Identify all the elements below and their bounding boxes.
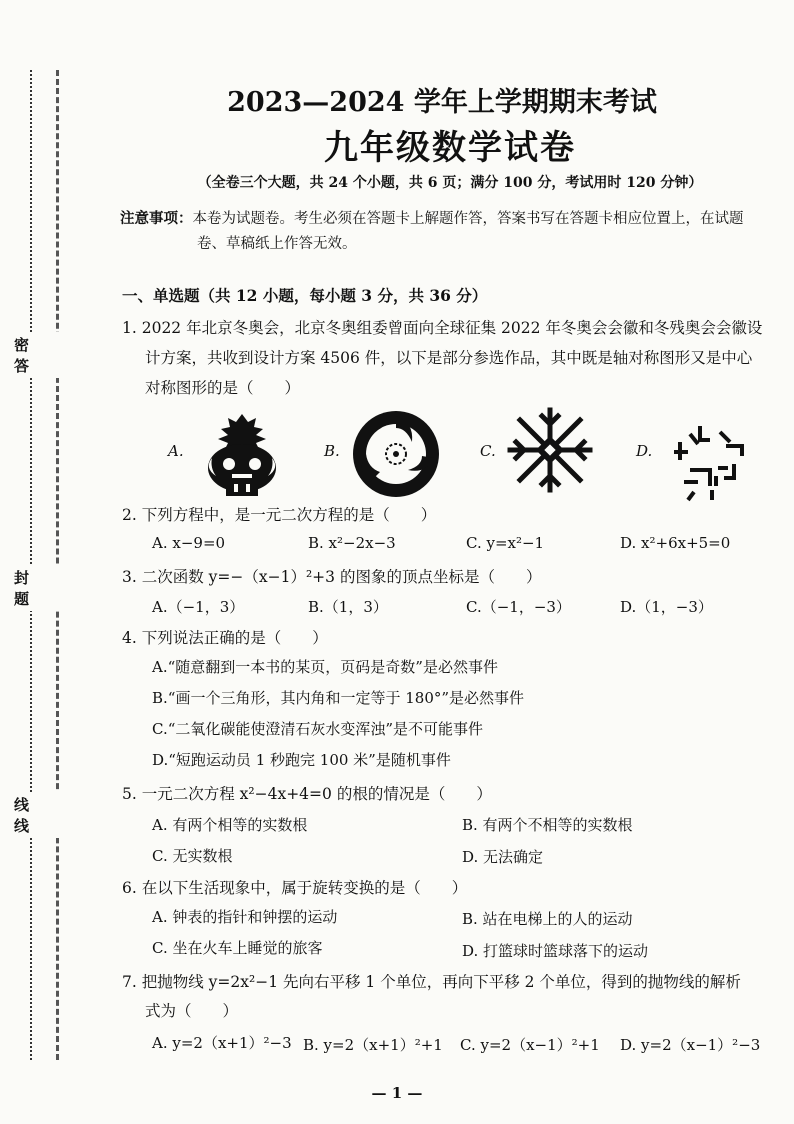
notice-label: 注意事项：	[120, 210, 193, 227]
q1-label-a: A.	[168, 442, 184, 460]
q1-line-1: 1. 2022 年北京冬奥会，北京冬奥组委曾面向全球征集 2022 年冬奥会会徽和冬残奥会会徽设	[122, 319, 763, 337]
binding-margin	[0, 70, 80, 1060]
q4-option-d: D.“短跑运动员 1 秒跑完 100 米”是随机事件	[152, 751, 451, 769]
q3-option-b: B.（1，3）	[308, 598, 388, 616]
q2-option-b: B. x²−2x−3	[308, 534, 396, 552]
notice-line-2: 卷、草稿纸上作答无效。	[197, 236, 357, 252]
emblem-d-image	[660, 412, 752, 504]
q2-option-c: C. y=x²−1	[466, 534, 545, 552]
paper-subtitle: （全卷三个大题，共 24 个小题，共 6 页；满分 100 分，考试用时 120 分钟）	[197, 175, 703, 191]
section-title: 一、单选题（共 12 小题，每小题 3 分，共 36 分）	[122, 286, 488, 305]
q5-option-c: C. 无实数根	[152, 847, 233, 865]
q4-stem: 4. 下列说法正确的是（ ）	[122, 629, 328, 647]
q5-option-d: D. 无法确定	[462, 848, 544, 866]
q7-line-2: 式为（ ）	[145, 1002, 239, 1020]
q6-option-c: C. 坐在火车上睡觉的旅客	[152, 939, 323, 957]
emblem-c-image	[504, 404, 596, 496]
q5-option-a: A. 有两个相等的实数根	[152, 816, 308, 834]
q4-option-b: B.“画一个三角形，其内角和一定等于 180°”是必然事件	[152, 689, 525, 707]
seal-label-xian-xian: 线 线	[14, 792, 80, 838]
q6-option-a: A. 钟表的指针和钟摆的运动	[152, 908, 338, 926]
q7-line-1: 7. 把抛物线 y=2x²−1 先向右平移 1 个单位，再向下平移 2 个单位，得到的抛物线的解析	[122, 973, 741, 991]
q7-option-c: C. y=2（x−1）²+1	[460, 1036, 600, 1054]
notice-block	[120, 206, 790, 257]
exam-title: 2023—2024 学年上学期期末考试	[227, 87, 657, 118]
emblem-a-image	[196, 408, 288, 500]
seal-label-mi-da: 密 答	[14, 332, 80, 378]
seal-label-feng-ti: 封 题	[14, 565, 80, 611]
q5-stem: 5. 一元二次方程 x²−4x+4=0 的根的情况是（ ）	[122, 785, 492, 803]
q6-stem: 6. 在以下生活现象中，属于旋转变换的是（ ）	[122, 879, 468, 897]
q1-label-d: D.	[636, 442, 653, 460]
q1-label-c: C.	[480, 442, 496, 460]
q7-option-b: B. y=2（x+1）²+1	[303, 1036, 443, 1054]
q3-option-c: C.（−1，−3）	[466, 598, 571, 616]
q6-option-d: D. 打篮球时篮球落下的运动	[462, 942, 649, 960]
q1-line-3: 对称图形的是（ ）	[145, 379, 301, 397]
q1-line-2: 计方案，共收到设计方案 4506 件，以下是部分参选作品，其中既是轴对称图形又是中心	[145, 349, 753, 367]
q4-option-a: A.“随意翻到一本书的某页，页码是奇数”是必然事件	[152, 658, 498, 676]
q3-stem: 3. 二次函数 y=−（x−1）²+3 的图象的顶点坐标是（ ）	[122, 568, 542, 586]
q5-option-b: B. 有两个不相等的实数根	[462, 816, 633, 834]
emblem-b-image	[350, 408, 442, 500]
paper-title: 九年级数学试卷	[324, 128, 576, 168]
q2-stem: 2. 下列方程中，是一元二次方程的是（ ）	[122, 506, 437, 524]
q4-option-c: C.“二氧化碳能使澄清石灰水变浑浊”是不可能事件	[152, 720, 484, 738]
q3-option-a: A.（−1，3）	[152, 598, 245, 616]
q7-option-d: D. y=2（x−1）²−3	[620, 1036, 761, 1054]
q3-option-d: D.（1，−3）	[620, 598, 713, 616]
page-number: — 1 —	[371, 1084, 423, 1102]
q7-option-a: A. y=2（x+1）²−3	[152, 1034, 292, 1052]
q2-option-a: A. x−9=0	[152, 534, 226, 552]
notice-line-1: 本卷为试题卷。考生必须在答题卡上解题作答，答案书写在答题卡相应位置上，在试题	[192, 211, 744, 227]
q2-option-d: D. x²+6x+5=0	[620, 534, 731, 552]
q1-label-b: B.	[324, 442, 340, 460]
q6-option-b: B. 站在电梯上的人的运动	[462, 910, 633, 928]
